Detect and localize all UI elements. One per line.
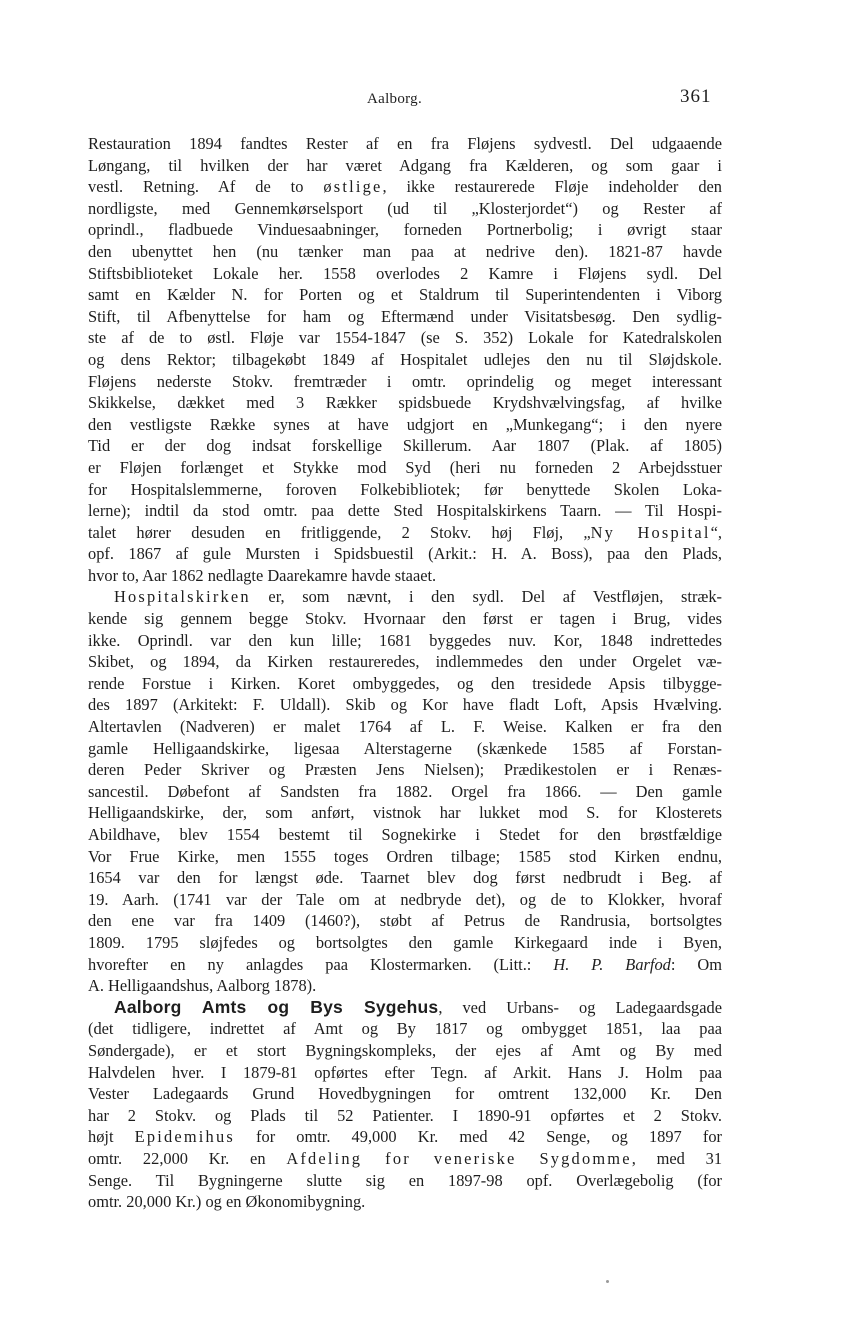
body-text: [88, 133, 722, 1213]
text-line: Tid er der dog indsat forskellige Skillerum. Aar 1807 (Plak. af 1805): [88, 436, 722, 456]
text-line: den vestligste Række synes at have udgjort en „Munkegang“; i den nyere: [88, 414, 722, 434]
text-line: Abildhave, blev 1554 bestemt til Sognekirke i Stedet for den brøstfældige: [88, 825, 722, 844]
text-line: nordligste, med Gennemkørselsport (ud til „Klosterjordet“) og Rester af: [88, 198, 722, 218]
text-line: oprindl., fladbuede Vinduesaabninger, forneden Portnerbolig; i øvrigt staar: [88, 220, 722, 240]
paragraph-end-line: omtr. 20,000 Kr.) og en Økonomibygning.: [88, 1192, 366, 1212]
running-title: Aalborg.: [367, 91, 423, 107]
text-line: vestl. Retning. Af de to østlige, ikke restaurerede Fløje indeholder den: [88, 177, 722, 197]
hospitalskirken-paragraph-start: Hospitalskirken er, som nævnt, i den sydl. Del af Vestfløjen, stræk-: [114, 587, 722, 607]
text-line: sancestil. Døbefont af Sandsten fra 1882. Orgel fra 1866. — Den gamle: [88, 781, 722, 801]
text-line: des 1897 (Arkitekt: F. Uldall). Skib og Kor have fladt Loft, Apsis Hvælving.: [88, 695, 722, 715]
text-line: har 2 Stokv. og Plads til 52 Patienter. I 1890-91 opførtes et 2 Stokv.: [88, 1105, 722, 1125]
literature-reference-line: hvorefter en ny anlagdes paa Klostermarken. (Litt.: H. P. Barfod: Om: [88, 954, 722, 974]
text-line: kende sig gennem begge Stokv. Hvornaar den først er tagen i Brug, vides: [88, 609, 722, 629]
running-head: [0, 86, 864, 116]
text-line: Altertavlen (Nadveren) er malet 1764 af L. F. Weise. Kalken er fra den: [88, 717, 722, 737]
text-line: Vor Frue Kirke, men 1555 toges Ordren tilbage; 1585 stod Kirken endnu,: [88, 846, 722, 866]
scan-speck: [606, 1280, 609, 1283]
text-line: omtr. 22,000 Kr. en Afdeling for veneriske Sygdomme, med 31: [88, 1148, 722, 1168]
sygehus-paragraph-start: Aalborg Amts og Bys Sygehus, ved Urbans- og Ladegaardsgade: [114, 996, 722, 1017]
text-line: ikke. Oprindl. var den kun lille; 1681 byggedes nuv. Kor, 1848 indrettedes: [88, 630, 722, 650]
text-line: Helligaandskirke, der, som anført, vistnok har lukket mod S. for Klosterets: [88, 803, 722, 823]
text-line: for Hospitalslemmerne, foroven Folkebibliotek; før benyttede Skolen Loka-: [88, 479, 722, 499]
page-number: 361: [680, 86, 712, 107]
text-line: Søndergade), er et stort Bygningskompleks, der ejes af Amt og By med: [88, 1040, 722, 1060]
text-line: Stiftsbiblioteket Lokale her. 1558 overlodes 2 Kamre i Fløjens sydl. Del: [88, 263, 722, 283]
text-line: Skibet, og 1894, da Kirken restaureredes, indlemmedes den under Orgelet væ-: [88, 652, 722, 672]
text-line: deren Peder Skriver og Præsten Jens Nielsen); Prædikestolen er i Renæs-: [88, 760, 722, 780]
text-line: gamle Helligaandskirke, ligesaa Alterstagerne (skænkede 1585 af Forstan-: [88, 738, 722, 758]
text-line: Vester Ladegaards Grund Hovedbygningen for omtrent 132,000 Kr. Den: [88, 1084, 722, 1104]
text-line: talet hører desuden en fritliggende, 2 Stokv. høj Fløj, „Ny Hospital“,: [88, 522, 722, 542]
text-line: Halvdelen hver. I 1879-81 opførtes efter Tegn. af Arkit. Hans J. Holm paa: [88, 1062, 722, 1082]
text-line: højt Epidemihus for omtr. 49,000 Kr. med 42 Senge, og 1897 for: [88, 1127, 722, 1147]
text-line: Stift, til Afbenyttelse for ham og Eftermænd under Visitatsbesøg. Den sydlig-: [88, 306, 722, 326]
text-line: Skikkelse, dækket med 3 Rækker spidsbuede Krydshvælvingsfag, af hvilke: [88, 393, 722, 413]
text-line: rende Forstue i Kirken. Koret ombyggedes, og den tresidede Apsis tilbygge-: [88, 673, 722, 693]
text-line: 1654 var den for længst øde. Taarnet blev dog først nedbrudt i Beg. af: [88, 868, 722, 888]
text-line: Fløjens nederste Stokv. fremtræder i omtr. oprindelig og meget interessant: [88, 371, 722, 391]
text-line: lerne); indtil da stod omtr. paa dette Sted Hospitalskirkens Taarn. — Til Hospi-: [88, 501, 722, 521]
text-line: samt en Kælder N. for Porten og et Staldrum til Superintendenten i Viborg: [88, 285, 722, 305]
text-line: (det tidligere, indrettet af Amt og By 1817 og ombygget 1851, laa paa: [88, 1019, 722, 1039]
text-line: den ubenyttet hen (nu tænker man paa at nedrive den). 1821-87 havde: [88, 241, 722, 261]
text-line: er Fløjen forlænget et Stykke mod Syd (heri nu forneden 2 Arbejdsstuer: [88, 457, 722, 477]
text-line: Senge. Til Bygningerne slutte sig en 1897-98 opf. Overlægebolig (for: [88, 1170, 722, 1190]
text-line: Løngang, til hvilken der har været Adgang fra Kælderen, og som gaar i: [88, 155, 722, 175]
text-line: Restauration 1894 fandtes Rester af en fra Fløjens sydvestl. Del udgaaende: [88, 134, 722, 153]
text-line: og dens Rektor; tilbagekøbt 1849 af Hospitalet udlejes den nu til Sløjdskole.: [88, 349, 722, 369]
paragraph-end-line: A. Helligaandshus, Aalborg 1878).: [88, 976, 317, 996]
text-line: 19. Aarh. (1741 var der Tale om at nedbryde det), og de to Klokker, hvoraf: [88, 889, 722, 909]
text-line: opf. 1867 af gule Mursten i Spidsbuestil (Arkit.: H. A. Boss), paa den Plads,: [88, 544, 722, 564]
text-line: ste af de to østl. Fløje var 1554-1847 (se S. 352) Lokale for Katedralskolen: [88, 328, 722, 348]
text-line: den ene var fra 1409 (1460?), støbt af Petrus de Randrusia, bortsolgtes: [88, 911, 722, 931]
paragraph-end-line: hvor to, Aar 1862 nedlagte Daarekamre havde staaet.: [88, 565, 437, 585]
text-line: 1809. 1795 sløjfedes og bortsolgtes den gamle Kirkegaard inde i Byen,: [88, 932, 722, 952]
